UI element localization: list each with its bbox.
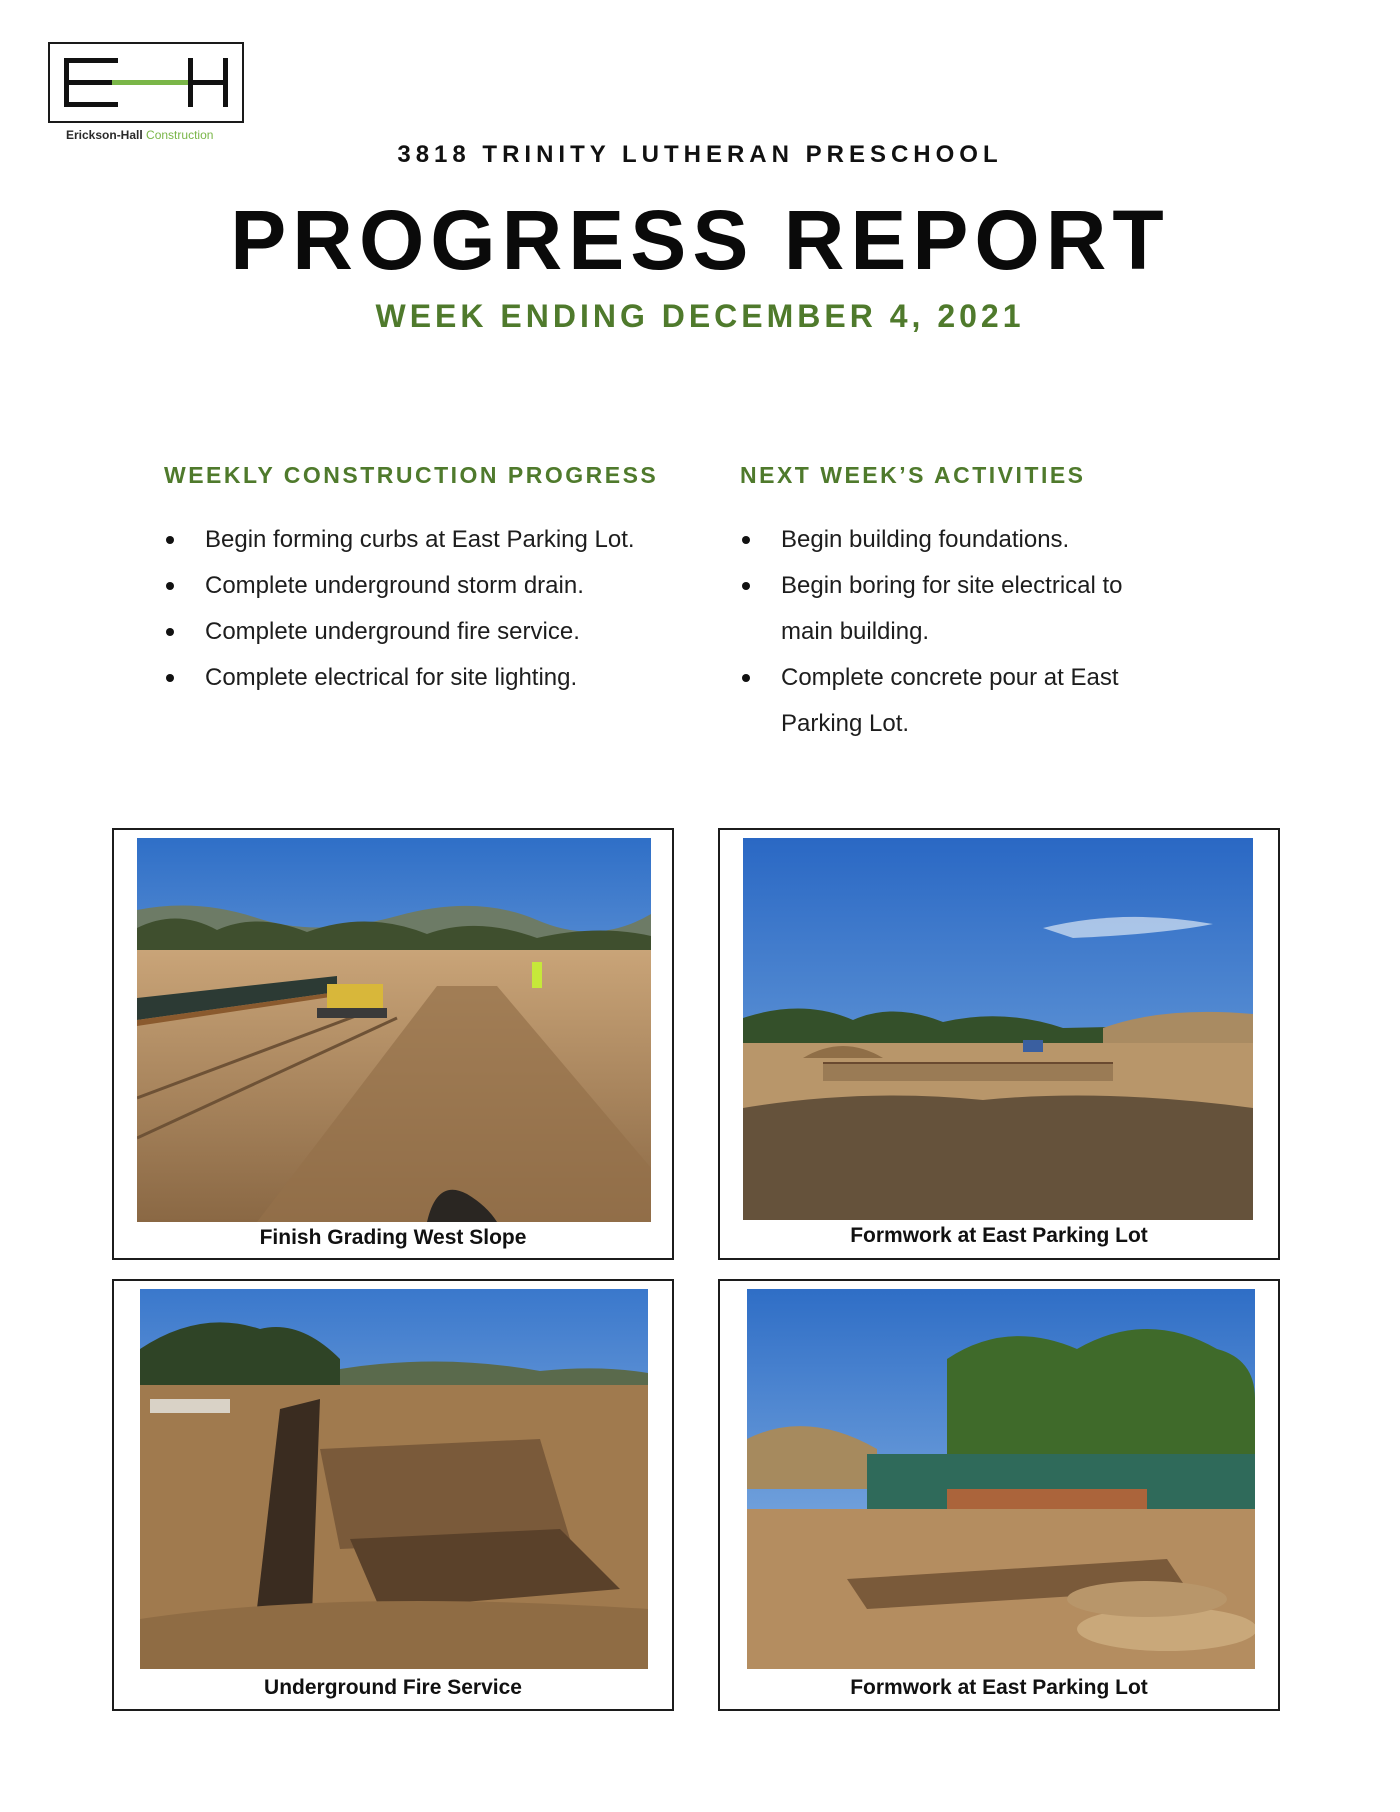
photo-card xyxy=(718,1279,1280,1711)
logo-tagline-construction: Construction xyxy=(146,128,214,142)
weekly-progress-section xyxy=(164,462,684,701)
list-item: Complete underground storm drain. xyxy=(164,563,684,609)
weekly-progress-heading: WEEKLY CONSTRUCTION PROGRESS xyxy=(164,462,659,488)
photo-caption: Finish Grading West Slope xyxy=(259,1226,527,1249)
photo-card xyxy=(112,828,674,1260)
photo-caption: Underground Fire Service xyxy=(264,1676,522,1699)
week-ending: WEEK ENDING DECEMBER 4, 2021 xyxy=(375,298,1025,334)
logo-tagline xyxy=(66,128,213,142)
site-photo xyxy=(137,838,651,1222)
list-item: Begin boring for site electrical to main building. xyxy=(740,563,1181,655)
site-photo xyxy=(140,1289,648,1669)
list-item: Begin building foundations. xyxy=(740,517,1181,563)
list-item: Complete concrete pour at East Parking Lot. xyxy=(740,655,1181,747)
weekly-progress-list xyxy=(164,517,684,701)
page-title: PROGRESS REPORT xyxy=(230,193,1170,287)
photo-card xyxy=(112,1279,674,1711)
next-week-section xyxy=(740,462,1260,747)
list-item: Complete underground fire service. xyxy=(164,609,684,655)
photo-card xyxy=(718,828,1280,1260)
next-week-list xyxy=(740,517,1260,747)
photo-caption: Formwork at East Parking Lot xyxy=(850,1224,1148,1247)
list-item: Begin forming curbs at East Parking Lot. xyxy=(164,517,684,563)
company-logo xyxy=(48,42,244,123)
list-item: Complete electrical for site lighting. xyxy=(164,655,684,701)
next-week-heading: NEXT WEEK’S ACTIVITIES xyxy=(740,462,1086,488)
site-photo xyxy=(743,838,1253,1220)
site-photo xyxy=(747,1289,1255,1669)
photo-caption: Formwork at East Parking Lot xyxy=(850,1676,1148,1699)
project-name: 3818 TRINITY LUTHERAN PRESCHOOL xyxy=(397,141,1003,168)
logo-tagline-company: Erickson-Hall xyxy=(66,128,143,142)
eh-logo-mark xyxy=(50,44,242,121)
